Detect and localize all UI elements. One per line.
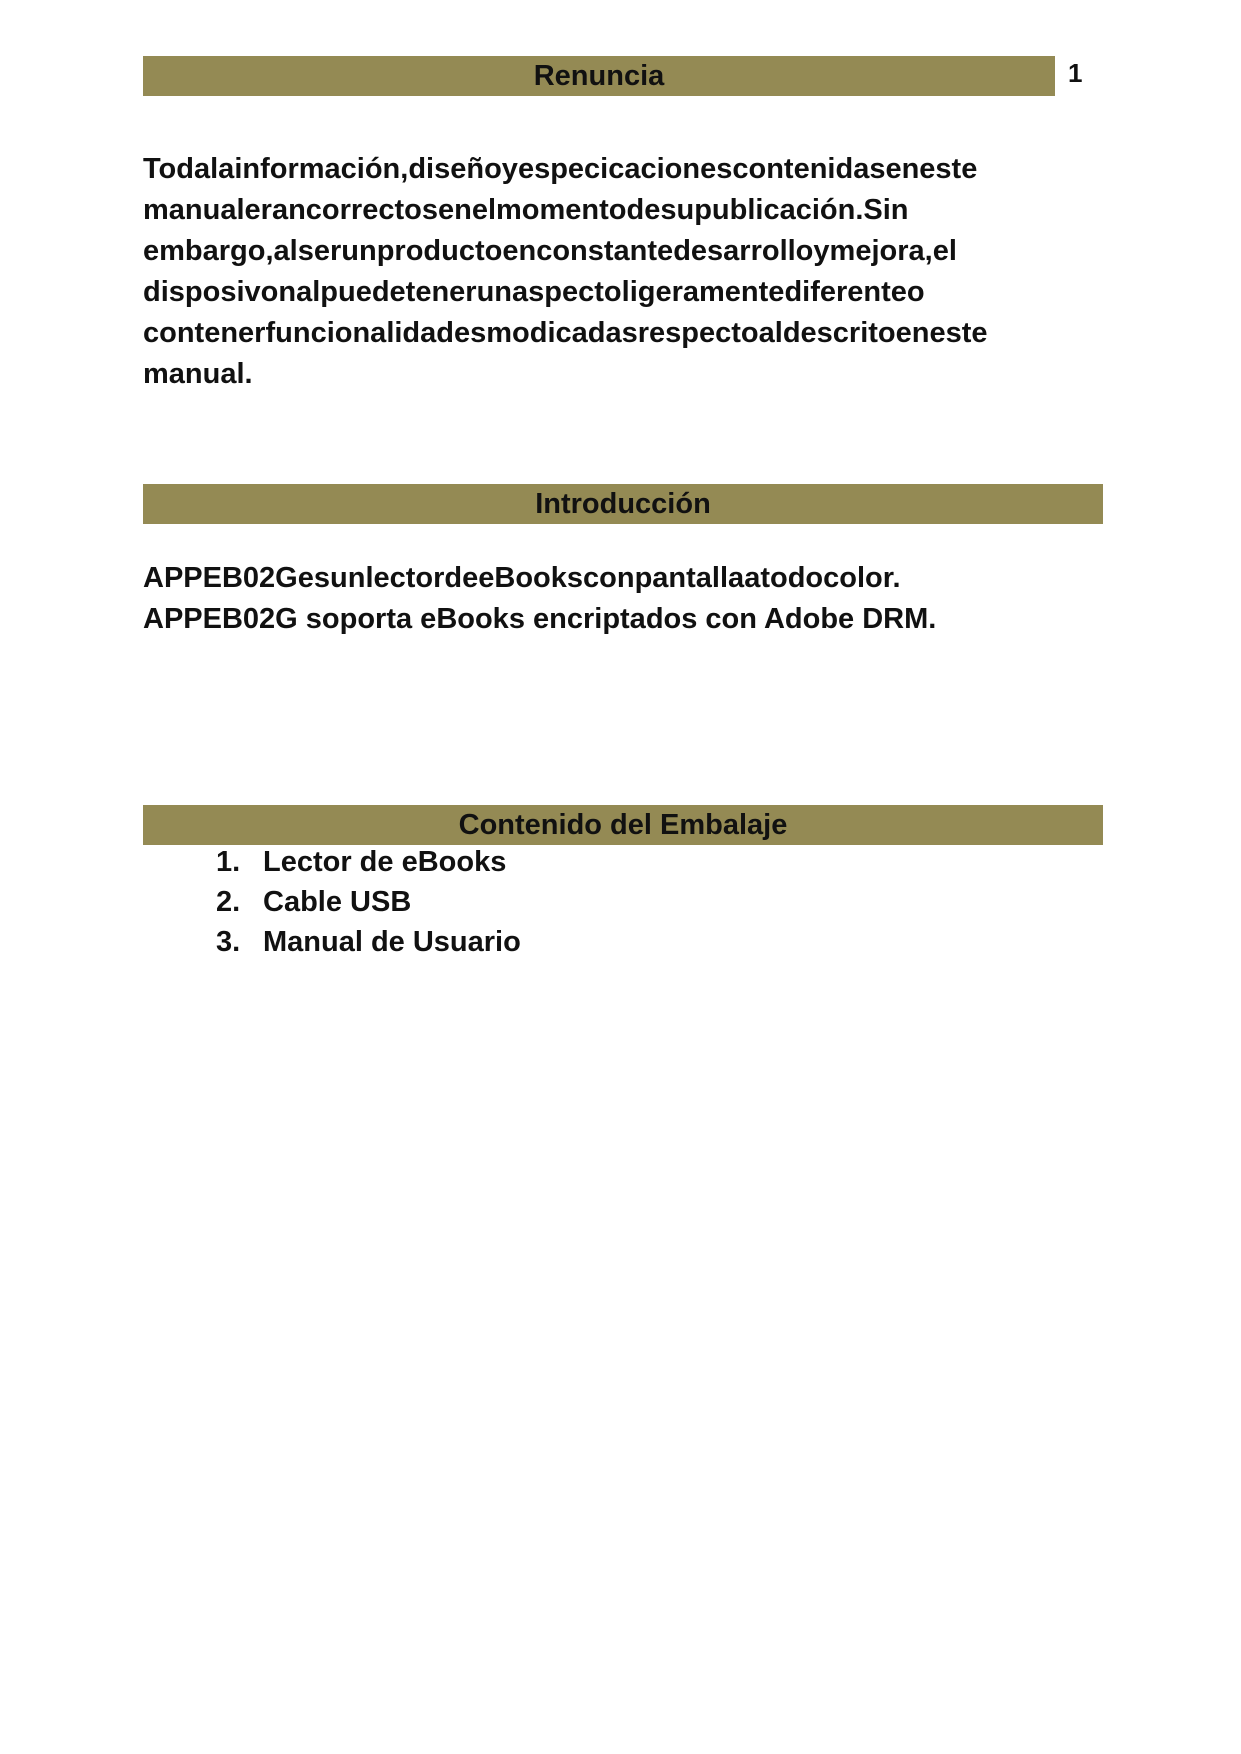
paragraph-line: contenerfuncionalidadesmodicadasrespectoaldescritoeneste: [143, 317, 988, 349]
paragraph-line: APPEB02GesunlectordeeBooksconpantallaatodocolor.: [143, 562, 901, 594]
list-item-label: Lector de eBooks: [263, 845, 507, 878]
package-contents-list: [216, 842, 521, 962]
paragraph-line: APPEB02G soporta eBooks encriptados con Adobe DRM.: [143, 603, 937, 635]
introduccion-paragraph: [143, 558, 1053, 640]
section-header-renuncia: [143, 56, 1055, 96]
paragraph-line: manual.: [143, 358, 253, 390]
section-header-contenido: [143, 805, 1103, 845]
section-title: Contenido del Embalaje: [458, 808, 788, 841]
list-item-label: Cable USB: [263, 885, 412, 918]
list-item-label: Manual de Usuario: [263, 925, 521, 958]
paragraph-line: manualerancorrectosenelmomentodesupublicación.Sin: [143, 194, 909, 226]
section-header-introduccion: [143, 484, 1103, 524]
list-item-number: 3.: [216, 925, 241, 958]
list-item-number: 1.: [216, 845, 241, 878]
renuncia-paragraph: [143, 149, 1123, 395]
list-item-number: 2.: [216, 885, 241, 918]
list-item: [216, 922, 521, 962]
paragraph-line: embargo,alserunproductoenconstantedesarrolloymejora,el: [143, 235, 957, 267]
paragraph-line: disposivonalpuedetenerunaspectoligeramentediferenteo: [143, 276, 925, 308]
list-item: [216, 842, 521, 882]
page-number: 1: [1068, 58, 1083, 88]
section-title: Renuncia: [533, 59, 665, 92]
section-title: Introducción: [535, 487, 711, 520]
list-item: [216, 882, 521, 922]
paragraph-line: Todalainformación,diseñoyespecicacionescontenidaseneste: [143, 153, 978, 185]
